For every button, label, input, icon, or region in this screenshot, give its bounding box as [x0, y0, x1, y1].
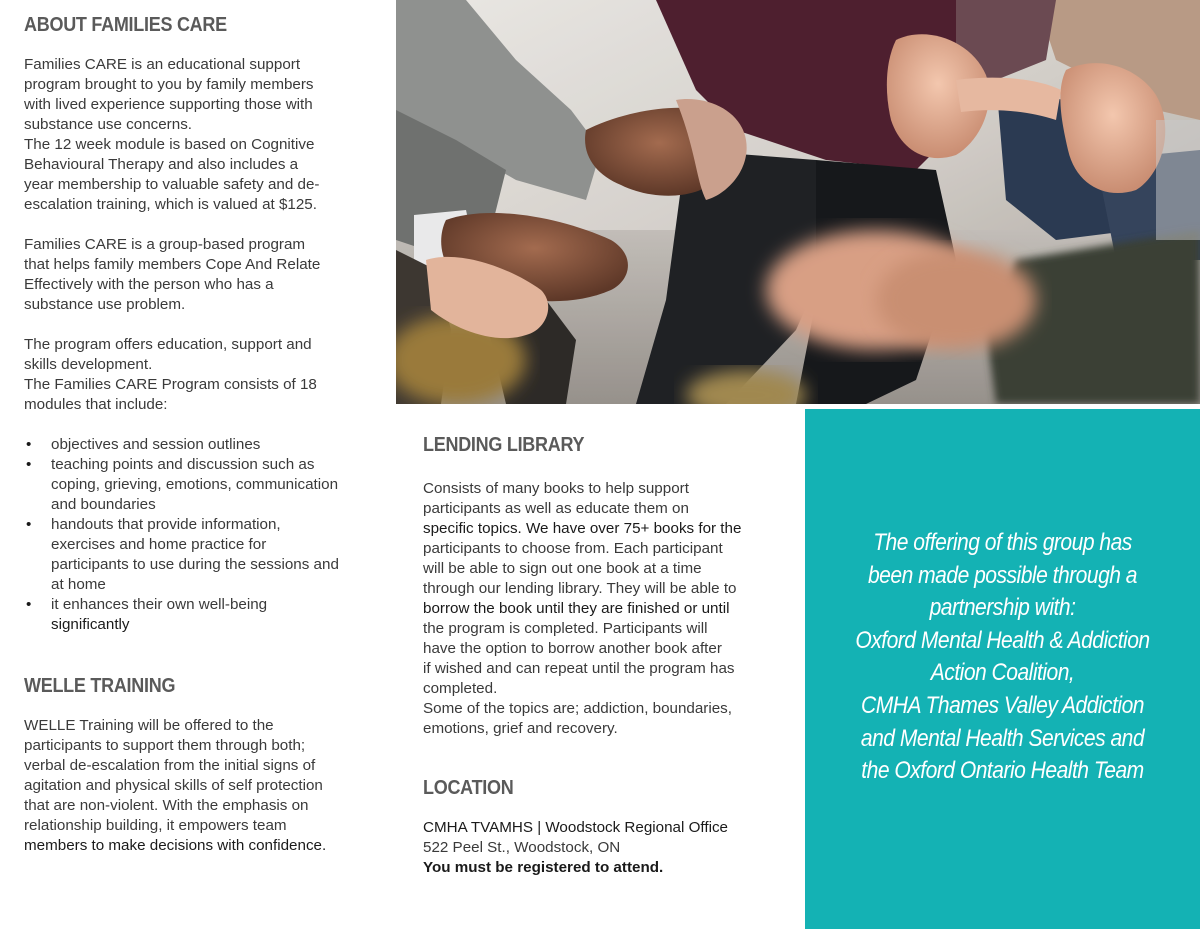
text-line: program brought to you by family members: [24, 76, 314, 93]
text-line: The program offers education, support and: [24, 336, 312, 353]
middle-column: [423, 434, 788, 878]
text-line: significantly: [51, 616, 130, 633]
text-line: Effectively with the person who has a: [24, 276, 274, 293]
about-para-2: [24, 235, 376, 315]
text-line: substance use problem.: [24, 296, 186, 313]
registration-notice: You must be registered to attend.: [423, 859, 664, 876]
about-para-3: [24, 335, 376, 415]
module-list: [24, 435, 376, 635]
support-group-photo: [396, 0, 1200, 404]
text-line: verbal de-escalation from the initial signs of: [24, 757, 316, 774]
text-line: have the option to borrow another book after: [423, 640, 722, 657]
text-line: substance use concerns.: [24, 116, 193, 133]
text-line: participants to choose from. Each participant: [423, 540, 723, 557]
text-line: Oxford Mental Health & Addiction: [855, 626, 1150, 654]
text-line: relationship building, it empowers team: [24, 817, 287, 834]
left-column: [24, 14, 376, 856]
text-line: Families CARE is an educational support: [24, 56, 301, 73]
text-line: that are non-violent. With the emphasis on: [24, 797, 309, 814]
text-line: emotions, grief and recovery.: [423, 720, 618, 737]
partnership-panel: [805, 409, 1200, 929]
text-line: will be able to sign out one book at a time: [423, 560, 702, 577]
text-line: that helps family members Cope And Relate: [24, 256, 321, 273]
text-line: with lived experience supporting those with: [24, 96, 313, 113]
text-line: at home: [51, 576, 106, 593]
text-line: and Mental Health Services and: [860, 724, 1145, 752]
text-line: participants to use during the sessions and: [51, 556, 339, 573]
text-line: coping, grieving, emotions, communication: [51, 476, 339, 493]
text-line: • handouts that provide information,: [51, 516, 281, 533]
partnership-statement: [805, 527, 1200, 788]
text-line: and boundaries: [51, 496, 156, 513]
text-line: Families CARE is a group-based program: [24, 236, 306, 253]
text-line: completed.: [423, 680, 498, 697]
text-line: members to make decisions with confidence.: [24, 837, 327, 854]
welle-heading: WELLE TRAINING: [24, 675, 176, 697]
lending-library-description: [423, 479, 788, 739]
list-item: [24, 455, 376, 515]
text-line: the Oxford Ontario Health Team: [861, 757, 1144, 785]
list-item: [24, 435, 376, 455]
text-line: through our lending library. They will be able to: [423, 580, 737, 597]
text-line: Consists of many books to help support: [423, 480, 689, 497]
text-line: • it enhances their own well-being: [51, 596, 268, 613]
list-item: [24, 515, 376, 595]
text-line: • objectives and session outlines: [51, 436, 261, 453]
text-line: The offering of this group has: [873, 529, 1132, 556]
text-line: specific topics. We have over 75+ books for the: [423, 520, 742, 537]
text-line: the program is completed. Participants will: [423, 620, 708, 637]
lending-library-heading: LENDING LIBRARY: [423, 434, 585, 456]
text-line: participants to support them through both;: [24, 737, 306, 754]
text-line: agitation and physical skills of self protection: [24, 777, 323, 794]
text-line: The 12 week module is based on Cognitive: [24, 136, 315, 153]
about-para-1: [24, 55, 376, 215]
text-line: year membership to valuable safety and de-: [24, 176, 320, 193]
text-line: modules that include:: [24, 396, 168, 413]
text-line: participants as well as educate them on: [423, 500, 689, 517]
about-heading: ABOUT FAMILIES CARE: [24, 14, 227, 36]
list-item: [24, 595, 376, 635]
about-description: [24, 55, 376, 635]
office-address: 522 Peel St., Woodstock, ON: [423, 839, 621, 856]
text-line: if wished and can repeat until the program has: [423, 660, 735, 677]
text-line: been made possible through a: [867, 561, 1138, 589]
text-line: skills development.: [24, 356, 153, 373]
text-line: The Families CARE Program consists of 18: [24, 376, 317, 393]
text-line: CMHA Thames Valley Addiction: [861, 691, 1144, 719]
text-line: Behavioural Therapy and also includes a: [24, 156, 299, 173]
text-line: WELLE Training will be offered to the: [24, 717, 274, 734]
text-line: Action Coalition,: [930, 659, 1075, 687]
location-details: [423, 818, 788, 878]
location-heading: LOCATION: [423, 777, 514, 799]
office-name: CMHA TVAMHS | Woodstock Regional Office: [423, 819, 728, 836]
text-line: Some of the topics are; addiction, boundaries,: [423, 700, 733, 717]
text-line: • teaching points and discussion such as: [51, 456, 315, 473]
text-line: exercises and home practice for: [51, 536, 267, 553]
welle-description: [24, 716, 376, 856]
text-line: borrow the book until they are finished or until: [423, 600, 730, 617]
text-line: partnership with:: [929, 594, 1076, 622]
text-line: escalation training, which is valued at $125.: [24, 196, 317, 213]
